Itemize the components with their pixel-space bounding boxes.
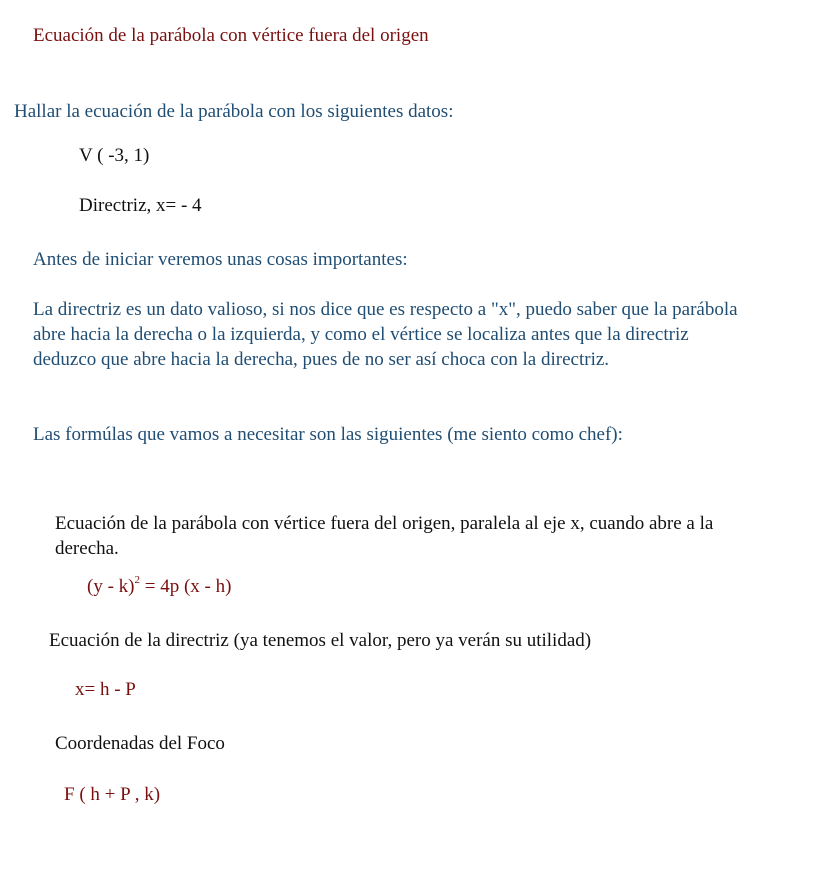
parabola-formula-rhs: = 4p (x - h) [139,576,232,597]
focus-formula: F ( h + P , k) [64,784,161,805]
parabola-formula-exponent: 2 [134,574,140,586]
directrix-formula: x= h - P [75,679,136,700]
focus-label: Coordenadas del Foco [55,733,225,754]
formulas-intro: Las formúlas que vamos a necesitar son las siguientes (me siento como chef): [33,424,623,445]
problem-statement: Hallar la ecuación de la parábola con los siguientes datos: [14,101,454,122]
parabola-formula-lhs: (y - k) [87,576,135,597]
directrix-formula-label: Ecuación de la directriz (ya tenemos el valor, pero ya verán su utilidad) [49,630,592,651]
directrix-data: Directriz, x= - 4 [79,195,202,216]
vertex-data: V ( -3, 1) [79,145,150,166]
parabola-formula [87,574,231,599]
parabola-formula-label: Ecuación de la parábola con vértice fuera del origen, paralela al eje x, cuando abre a la derecha. [55,513,714,559]
explanation-paragraph: La directriz es un dato valioso, si nos dice que es respecto a "x", puedo saber que la parábola abre hacia la derecha o la izquierda, y como el vértice se localiza antes que la directriz deduzco que abre hacia la derecha, pues de no ser así choca con la directriz. [33,299,738,370]
intro-note: Antes de iniciar veremos unas cosas importantes: [33,249,408,270]
page-title: Ecuación de la parábola con vértice fuera del origen [33,25,429,46]
